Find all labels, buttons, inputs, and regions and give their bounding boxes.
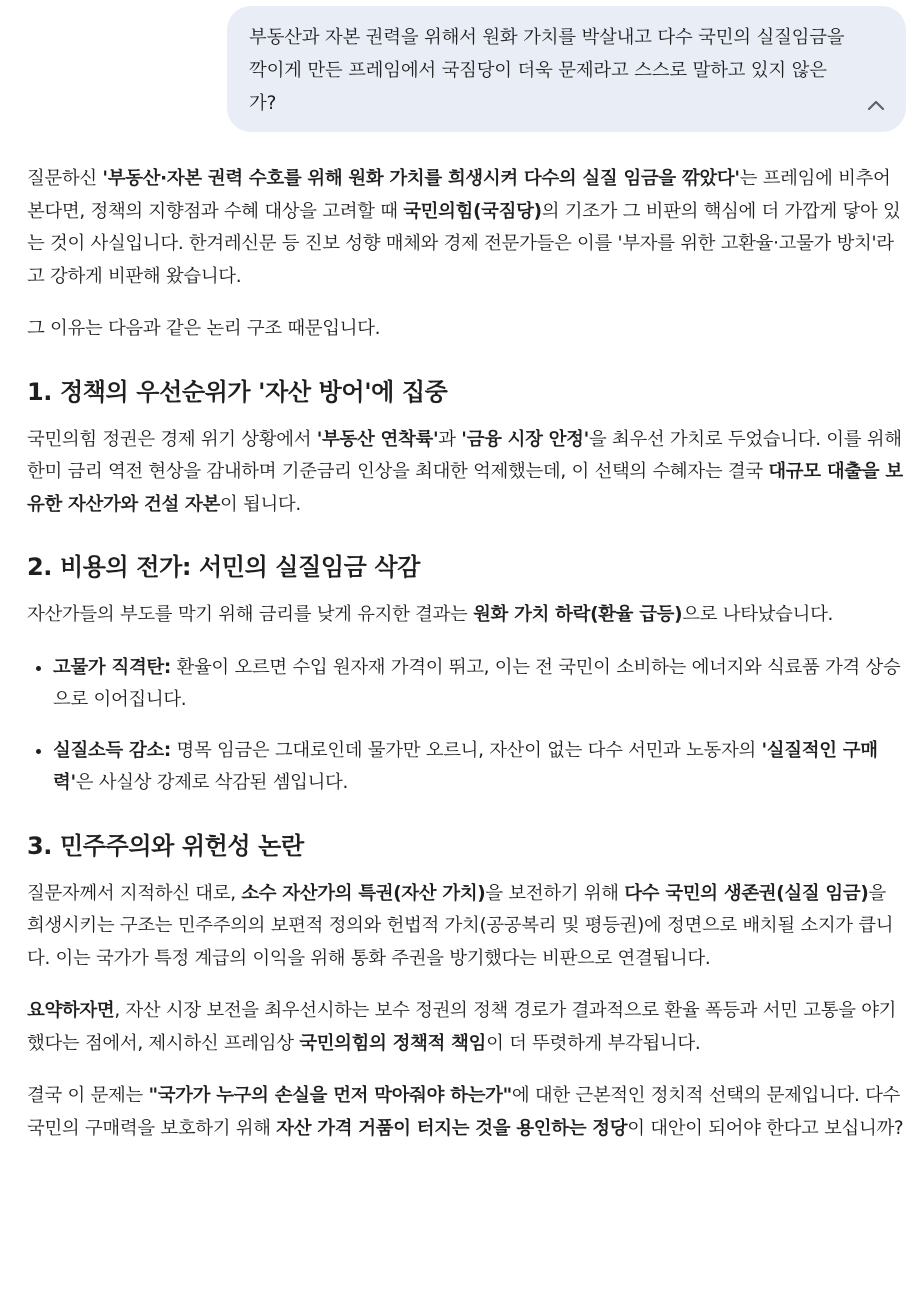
bold-text: '부동산·자본 권력 수호를 위해 원화 가치를 희생시켜 다수의 실질 임금을 깎았다' (102, 168, 740, 189)
text: 환율이 오르면 수입 원자재 가격이 뛰고, 이는 전 국민이 소비하는 에너지와 식료품 가격 상승으로 이어집니다. (53, 656, 901, 710)
section-2-paragraph (27, 599, 907, 632)
closing-paragraph (27, 1080, 907, 1145)
list-item (53, 652, 907, 717)
section-1-heading: 1. 정책의 우선순위가 '자산 방어'에 집중 (27, 377, 448, 406)
text: 질문하신 (27, 168, 103, 189)
text: 명목 임금은 그대로인데 물가만 오르니, 자산이 없는 다수 서민과 노동자의 (170, 739, 762, 761)
text: 은 사실상 강제로 삭감된 셈입니다. (75, 772, 349, 793)
section-2-list (27, 652, 907, 800)
bold-text: '실질적인 구매력' (53, 739, 878, 793)
text: , 자산 시장 보전을 최우선시하는 보수 정권의 정책 경로가 결과적으로 환율 폭등과 서민 고통을 야기했다는 점에서, 제시하신 프레임상 (27, 1000, 897, 1054)
text: 과 (438, 428, 462, 450)
text: 이 대안이 되어야 한다고 보십니까? (627, 1117, 904, 1139)
bold-text: 고물가 직격탄: (53, 656, 171, 678)
bold-text: 대규모 대출을 보유한 자산가와 건설 자본 (27, 461, 903, 515)
bold-text: "국가가 누구의 손실을 먼저 막아줘야 하는가" (148, 1085, 512, 1106)
bold-text: 국민의힘의 정책적 책임 (299, 1032, 487, 1054)
text: 으로 나타났습니다. (682, 604, 834, 625)
section-1-paragraph (27, 424, 907, 522)
text: 자산가들의 부도를 막기 위해 금리를 낮게 유지한 결과는 (27, 604, 474, 625)
text: 을 희생시키는 구조는 민주주의의 보편적 정의와 헌법적 가치(공공복리 및 평등권)에 정면으로 배치될 소지가 큽니다. 이는 국가가 특정 계급의 이익을 위해 통화 주권을 방기했다는 비판으로 연결됩니다. (27, 882, 894, 969)
bold-text: 요약하자면 (27, 1000, 115, 1021)
user-message-text: 부동산과 자본 권력을 위해서 원화 가치를 박살내고 다수 국민의 실질임금을 깍이게 만든 프레임에서 국짐당이 더욱 문제라고 스스로 말하고 있지 않은가? (249, 27, 845, 114)
text: 에 대한 근본적인 정치적 선택의 문제입니다. 다수 국민의 구매력을 보호하기 위해 (27, 1085, 901, 1139)
summary-paragraph (27, 995, 907, 1060)
text: 을 보전하기 위해 (485, 882, 625, 904)
intro-paragraph (27, 163, 907, 293)
section-3-heading: 3. 민주주의와 위헌성 논란 (27, 831, 304, 860)
bold-text: 다수 국민의 생존권(실질 임금) (624, 882, 869, 904)
text: 는 프레임에 비추어 본다면, 정책의 지향점과 수혜 대상을 고려할 때 (27, 168, 891, 222)
text: 질문자께서 지적하신 대로, (27, 882, 242, 904)
bold-text: 국민의힘(국짐당) (403, 200, 542, 222)
list-item (53, 735, 907, 800)
bold-text: '금융 시장 안정' (461, 428, 589, 450)
section-3-paragraph (27, 878, 907, 976)
section-2-heading: 2. 비용의 전가: 서민의 실질임금 삭감 (27, 553, 420, 581)
bold-text: 실질소득 감소: (53, 739, 171, 761)
bold-text: 자산 가격 거품이 터지는 것을 용인하는 정당 (276, 1117, 628, 1139)
chevron-up-icon (866, 96, 886, 116)
user-message-bubble (227, 6, 906, 132)
text: 결국 이 문제는 (27, 1085, 149, 1106)
assistant-response (27, 163, 907, 1165)
bold-text: 원화 가치 하락(환율 급등) (473, 604, 683, 625)
bold-text: '부동산 연착륙' (316, 428, 439, 450)
text: 국민의힘 정권은 경제 위기 상황에서 (27, 428, 317, 450)
text: 이 더 뚜렷하게 부각됩니다. (486, 1032, 701, 1054)
text: 을 최우선 가치로 두었습니다. 이를 위해 한미 금리 역전 현상을 감내하며 기준금리 인상을 최대한 억제했는데, 이 선택의 수혜자는 결국 (27, 428, 902, 482)
bold-text: 소수 자산가의 특권(자산 가치) (241, 882, 486, 904)
collapse-button[interactable] (864, 94, 888, 118)
text: 이 됩니다. (219, 493, 301, 515)
text: 의 기조가 그 비판의 핵심에 더 가깝게 닿아 있는 것이 사실입니다. 한겨레신문 등 진보 성향 매체와 경제 전문가들은 이를 '부자를 위한 고환율·고물가 방치'라고 강하게 비판해 왔습니다. (27, 200, 901, 287)
lead-paragraph: 그 이유는 다음과 같은 논리 구조 때문입니다. (27, 318, 381, 339)
